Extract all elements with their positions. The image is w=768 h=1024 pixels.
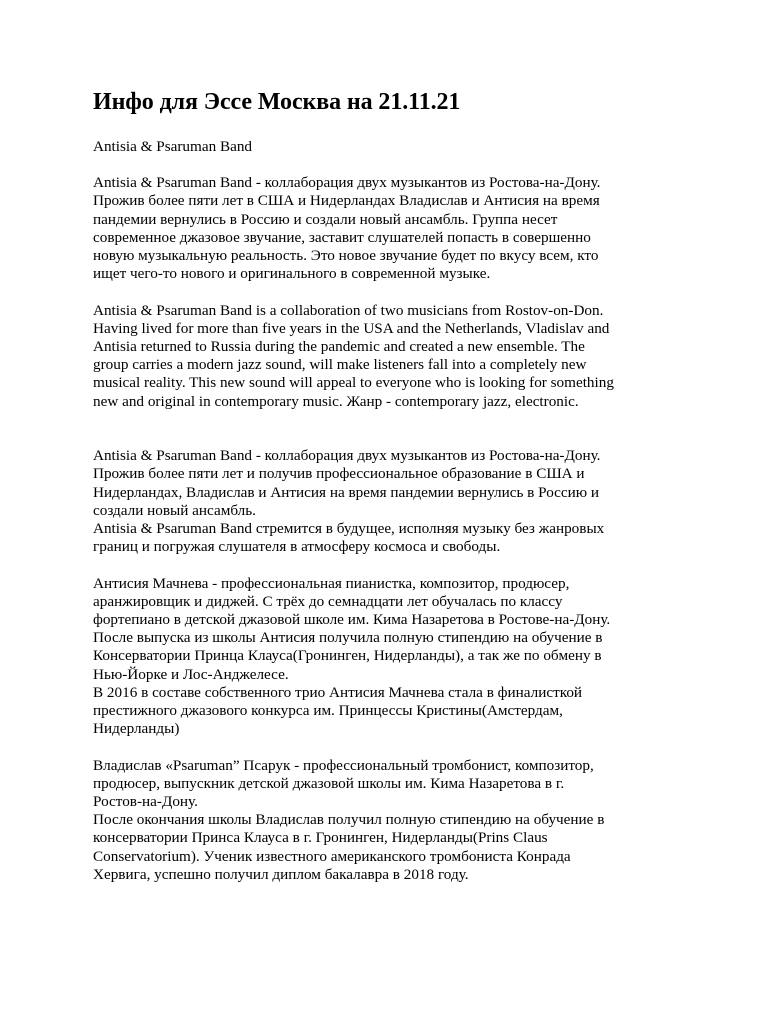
text-line: Нидерланды) [93,720,180,738]
text-line: создали новый ансамбль. [93,501,256,519]
text-line: Antisia & Psaruman Band is a collaboration of two musicians from Rostov-on-Don. [93,301,604,319]
text-line: Антисия Мачнева - профессиональная пианистка, композитор, продюсер, [93,574,570,592]
text-line: После окончания школы Владислав получил полную стипендию на обучение в [93,811,605,829]
text-line: musical reality. This new sound will appeal to everyone who is looking for something [93,374,614,392]
paragraph-intro-ru [93,174,683,283]
text-line: престижного джазового конкурса им. Принцессы Кристины(Амстердам, [93,702,563,720]
text-line: современное джазовое звучание, заставит слушателей попасть в совершенно [93,228,591,246]
text-line: продюсер, выпускник детской джазовой школы им. Кима Назаретова в г. [93,774,565,792]
text-line: фортепиано в детской джазовой школе им. Кима Назаретова в Ростове-на-Дону. [93,611,611,629]
paragraph-spacer [93,411,683,447]
text-line: В 2016 в составе собственного трио Антисия Мачнева стала в финалисткой [93,683,583,701]
text-line: После выпуска из школы Антисия получила полную стипендию на обучение в [93,629,603,647]
paragraph-band-ru [93,447,683,556]
text-line: Conservatorium). Ученик известного американского тромбониста Конрада [93,847,571,865]
text-line: new and original in contemporary music. Жанр - contemporary jazz, electronic. [93,392,579,410]
text-line: границ и погружая слушателя в атмосферу космоса и свободы. [93,538,501,556]
text-line: консерватории Принса Клауса в г. Гронинген, Нидерланды(Prins Claus [93,829,548,847]
text-line: Having lived for more than five years in the USA and the Netherlands, Vladislav and [93,319,610,337]
text-line: Нидерландах, Владислав и Антисия на время пандемии вернулись в Россию и [93,483,600,501]
paragraph-spacer [93,738,683,756]
text-line: Хервига, успешно получил диплом бакалавра в 2018 году. [93,865,469,883]
document-page [93,86,683,884]
paragraph-spacer [93,283,683,301]
text-line: Консерватории Принца Клауса(Гронинген, Нидерланды), а так же по обмену в [93,647,602,665]
text-line: Владислав «Psaruman” Псарук - профессиональный тромбонист, композитор, [93,756,594,774]
band-name: Antisia & Psaruman Band [93,138,253,155]
paragraph-spacer [93,556,683,574]
paragraph-intro-en [93,302,683,411]
text-line: Прожив более пяти лет и получив профессиональное образование в США и [93,465,585,483]
text-line: ищет чего-то нового и оригинального в современной музыке. [93,265,491,283]
text-line: Antisia returned to Russia during the pandemic and created a new ensemble. The [93,338,585,356]
text-line: Нью-Йорке и Лос-Анджелесе. [93,665,289,683]
text-line: Ростов-на-Дону. [93,793,198,811]
document-title: Инфо для Эссе Москва на 21.11.21 [93,89,461,115]
text-line: Antisia & Psaruman Band стремится в будущее, исполняя музыку без жанровых [93,520,605,538]
text-line: аранжировщик и диджей. С трёх до семнадцати лет обучалась по классу [93,592,563,610]
paragraph-vladislav-bio [93,757,683,884]
text-line: Antisia & Psaruman Band - коллаборация двух музыкантов из Ростова-на-Дону. [93,447,601,465]
text-line: пандемии вернулись в Россию и создали новый ансамбль. Группа несет [93,210,558,228]
text-line: Прожив более пяти лет в США и Нидерландах Владислав и Антисия на время [93,192,600,210]
text-line: group carries a modern jazz sound, will make listeners fall into a completely new [93,356,587,374]
text-line: Antisia & Psaruman Band - коллаборация двух музыкантов из Ростова-на-Дону. [93,174,601,192]
paragraph-antisia-bio [93,575,683,739]
text-line: новую музыкальную реальность. Это новое звучание будет по вкусу всем, кто [93,247,599,265]
